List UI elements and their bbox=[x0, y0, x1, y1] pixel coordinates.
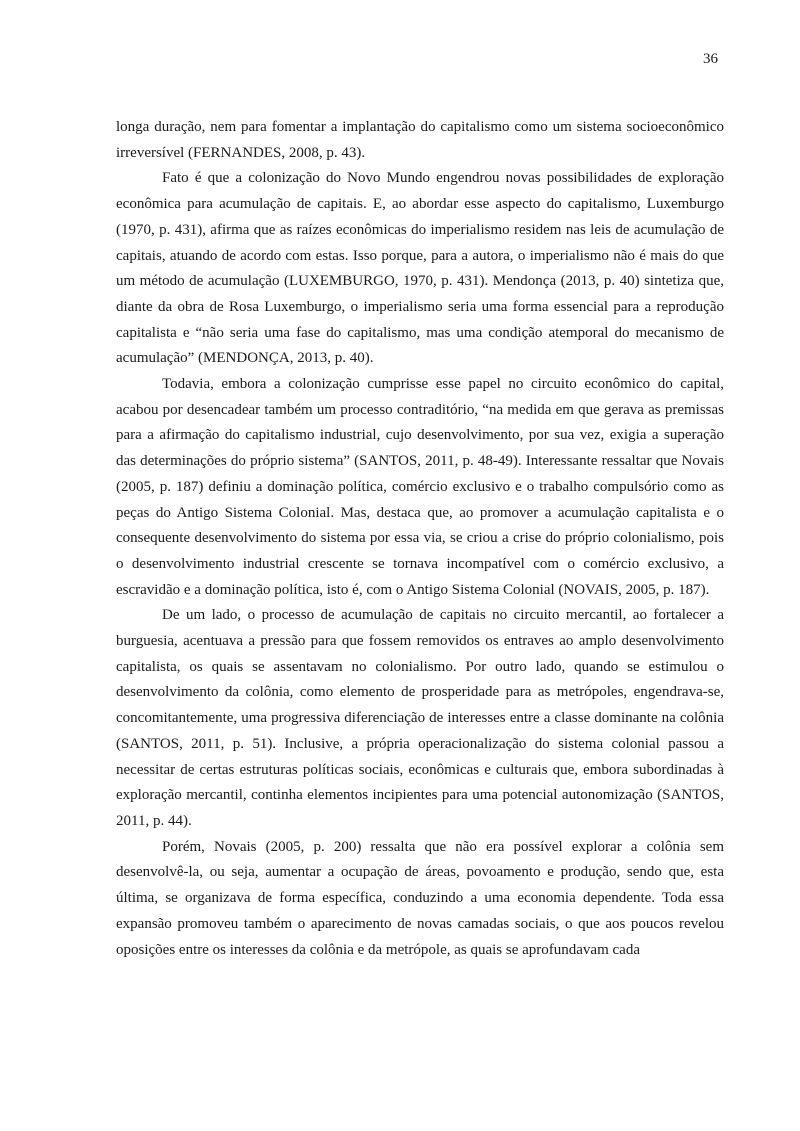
paragraph-contradictory-process: Todavia, embora a colonização cumprisse esse papel no circuito econômico do capital, acabou por desencadear também um processo contraditório, “na medida em que gerava as premissas para a afirmação do capitalismo industrial, cujo desenvolvimento, por sua vez, exigia a superação das determinações do próprio sistema” (SANTOS, 2011, p. 48-49). Interessante ressaltar que Novais (2005, p. 187) definiu a dominação política, comércio exclusivo e o trabalho compulsório como as peças do Antigo Sistema Colonial. Mas, destaca que, ao promover a acumulação capitalista e o consequente desenvolvimento do sistema por essa via, se criou a crise do próprio colonialismo, pois o desenvolvimento industrial crescente se tornava incompatível com o comércio exclusivo, a escravidão e a dominação política, isto é, com o Antigo Sistema Colonial (NOVAIS, 2005, p. 187). bbox=[116, 376, 724, 598]
paragraph-bourgeoisie-pressure: De um lado, o processo de acumulação de capitais no circuito mercantil, ao fortalecer a burguesia, acentuava a pressão para que fossem removidos os entraves ao amplo desenvolvimento capitalista, os quais se assentavam no colonialismo. Por outro lado, quando se estimulou o desenvolvimento da colônia, como elemento de prosperidade para as metrópoles, engendrava-se, concomitantemente, uma progressiva diferenciação de interesses entre a classe dominante na colônia (SANTOS, 2011, p. 51). Inclusive, a própria operacionalização do sistema colonial passou a necessitar de certas estruturas políticas sociais, econômicas e culturais que, embora subordinadas à exploração mercantil, continha elementos incipientes para uma potencial autonomização (SANTOS, 2011, p. 44). bbox=[116, 607, 724, 829]
paragraph-continued: longa duração, nem para fomentar a implantação do capitalismo como um sistema socioeconômico irreversível (FERNANDES, 2008, p. 43). bbox=[116, 119, 724, 161]
page-number: 36 bbox=[703, 51, 718, 67]
body-text bbox=[116, 115, 724, 963]
paragraph-colonization-accumulation: Fato é que a colonização do Novo Mundo engendrou novas possibilidades de exploração econômica para acumulação de capitais. E, ao abordar esse aspecto do capitalismo, Luxemburgo (1970, p. 431), afirma que as raízes econômicas do imperialismo residem nas leis de acumulação de capitais, atuando de acordo com estas. Isso porque, para a autora, o imperialismo não é mais do que um método de acumulação (LUXEMBURGO, 1970, p. 431). Mendonça (2013, p. 40) sintetiza que, diante da obra de Rosa Luxemburgo, o imperialismo seria uma forma essencial para a reprodução capitalista e “não seria uma fase do capitalismo, mas uma condição atemporal do mecanismo de acumulação” (MENDONÇA, 2013, p. 40). bbox=[116, 170, 724, 367]
paragraph-colony-development: Porém, Novais (2005, p. 200) ressalta que não era possível explorar a colônia sem desenvolvê-la, ou seja, aumentar a ocupação de áreas, povoamento e produção, sendo que, esta última, se organizava de forma específica, conduzindo a uma economia dependente. Toda essa expansão promoveu também o aparecimento de novas camadas sociais, o que aos poucos revelou oposições entre os interesses da colônia e da metrópole, as quais se aprofundavam cada bbox=[116, 838, 724, 958]
